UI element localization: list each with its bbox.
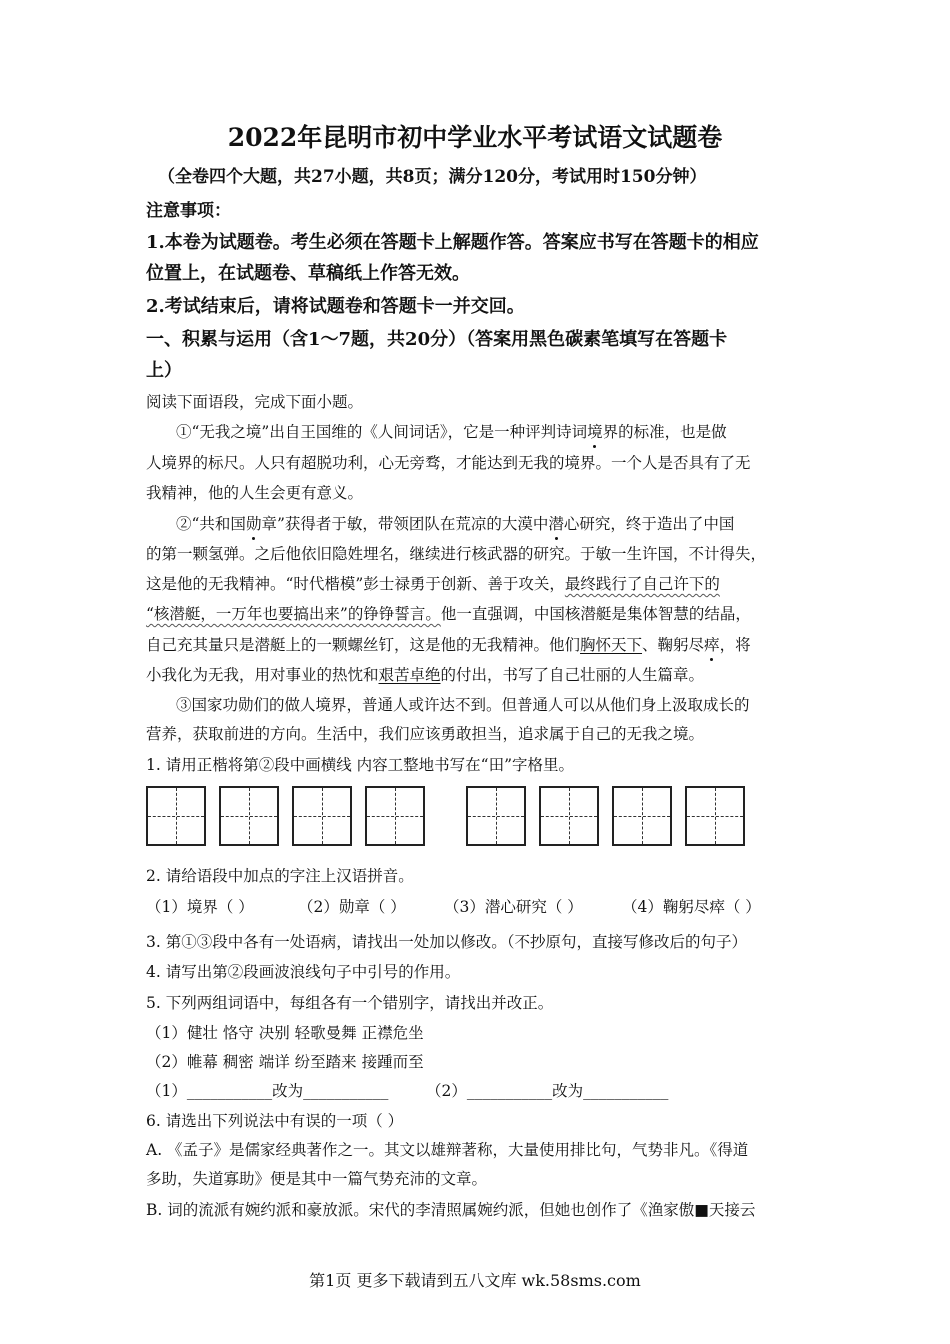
p2-text-a: ②“共和国 — [176, 515, 246, 533]
exam-subtitle: （全卷四个大题，共27小题，共8页；满分120分，考试用时150分钟） — [158, 167, 707, 187]
question-5: 5. 下列两组词语中，每组各有一个错别字，请找出并改正。 — [146, 994, 554, 1012]
p2-l5-text-c: 、鞠躬尽 — [642, 636, 705, 654]
notice-item-2: 2.考试结束后，请将试题卷和答题卡一并交回。 — [146, 296, 525, 317]
tian-grid-cell[interactable] — [146, 786, 206, 846]
question-5-group-2: （2）帷幕 稠密 端详 纷至踏来 接踵而至 — [146, 1053, 424, 1071]
notice-heading: 注意事项： — [146, 201, 231, 221]
passage-p2-line-5 — [146, 633, 751, 655]
exam-title: 2022年昆明市初中学业水平考试语文试题卷 — [227, 123, 723, 152]
section-1-heading-line-1: 一、积累与运用（含1～7题，共20分）（答案用黑色碳素笔填写在答题卡 — [146, 329, 728, 350]
p2-l5-text-a: 自己充其量只是潜艇上的一颗螺丝钉，这是他的无我精神。他们 — [146, 636, 581, 654]
question-1: 1. 请用正楷将第②段中画横线 内容工整地书写在“田”字格里。 — [146, 756, 574, 774]
question-4: 4. 请写出第②段画波浪线句子中引号的作用。 — [146, 963, 461, 981]
passage-p1-line-1 — [176, 420, 727, 442]
p2-l6-text-a: 小我化为无我，用对事业的热忱和 — [146, 666, 379, 684]
p1-text-a: ①“无我之境”出自王国维的《人间词话》，它是一种评判诗词 — [176, 423, 588, 441]
question-2-option-1: （1）境界（ ） — [146, 898, 254, 916]
question-6-option-a-line-1: A. 《孟子》是儒家经典著作之一。其文以雄辩著称，大量使用排比句，气势非凡。《得道 — [146, 1141, 749, 1159]
p2-l6-text-c: 的付出，书写了自己壮丽的人生篇章。 — [440, 666, 705, 684]
passage-p2-line-1 — [176, 512, 734, 534]
dotted-char-jing: 境 — [587, 423, 603, 441]
p1-text-c: 界的标准，也是做 — [602, 423, 727, 441]
question-6: 6. 请选出下列说法中有误的一项（ ） — [146, 1112, 404, 1130]
tian-grid-cell[interactable] — [219, 786, 279, 846]
section-1-heading-line-2: 上） — [146, 360, 182, 381]
underlined-jianKuZhuoJue: 艰苦卓绝 — [378, 666, 441, 684]
p2-l5-text-e: ，将 — [719, 636, 751, 654]
tian-grid-cell[interactable] — [292, 786, 352, 846]
page-footer: 第1页 更多下载请到五八文库 wk.58sms.com — [309, 1271, 641, 1290]
question-2-option-2: （2）勋章（ ） — [298, 898, 406, 916]
p2-text-c: 章”获得者于敏，带领团队在荒凉的大漠中 — [261, 515, 549, 533]
tian-grid-cell[interactable] — [365, 786, 425, 846]
passage-p1-line-2: 人境界的标尺。人只有超脱功利，心无旁骛，才能达到无我的境界。一个人是否具有了无 — [146, 454, 751, 472]
tian-grid-cell[interactable] — [685, 786, 745, 846]
dotted-char-qian: 潜 — [548, 515, 564, 533]
wavy-underlined-sentence-part-2: “核潜艇，一万年也要搞出来”的铮铮誓言。 — [146, 605, 441, 623]
question-3: 3. 第①③段中各有一处语病，请找出一处加以修改。（不抄原句，直接写修改后的句子） — [146, 933, 747, 951]
tian-grid-cell[interactable] — [466, 786, 526, 846]
passage-p3-line-1: ③国家功勋们的做人境界，普通人或许达不到。但普通人可以从他们身上汲取成长的 — [176, 696, 750, 714]
dotted-char-cui: 瘁 — [704, 636, 720, 654]
question-5-answer-2[interactable]: （2）___________改为___________ — [426, 1082, 669, 1100]
question-2-option-3: （3）潜心研究（ ） — [444, 898, 583, 916]
tian-grid-cell[interactable] — [612, 786, 672, 846]
notice-item-1-line-2: 位置上，在试题卷、草稿纸上作答无效。 — [146, 263, 470, 284]
passage-intro: 阅读下面语段，完成下面小题。 — [146, 393, 364, 411]
notice-item-1-line-1: 1.本卷为试题卷。考生必须在答题卡上解题作答。答案应书写在答题卡的相应 — [146, 232, 759, 253]
passage-p3-line-2: 营养，获取前进的方向。生活中，我们应该勇敢担当，追求属于自己的无我之境。 — [146, 725, 705, 743]
question-2: 2. 请给语段中加点的字注上汉语拼音。 — [146, 867, 414, 885]
passage-p2-line-3 — [146, 572, 720, 594]
p2-text-e: 心研究，终于造出了中国 — [563, 515, 735, 533]
question-6-option-a-line-2: 多助，失道寡助》便是其中一篇气势充沛的文章。 — [146, 1170, 488, 1188]
p2-l3-text: 这是他的无我精神。“时代楷模”彭士禄勇于创新、善于攻关， — [146, 575, 565, 593]
passage-p2-line-6 — [146, 663, 704, 685]
passage-p2-line-2: 的第一颗氢弹。之后他依旧隐姓埋名，继续进行核武器的研究。于敏一生许国，不计得失， — [146, 545, 767, 563]
question-5-answer-1[interactable]: （1）___________改为___________ — [146, 1082, 389, 1100]
passage-p1-line-3: 我精神，他的人生会更有意义。 — [146, 484, 364, 502]
question-2-option-4: （4）鞠躬尽瘁（ ） — [622, 898, 761, 916]
question-6-option-b-line-1: B. 词的流派有婉约派和豪放派。宋代的李清照属婉约派，但她也创作了《渔家傲■天接云 — [146, 1201, 756, 1219]
p2-l4-text: 他一直强调，中国核潜艇是集体智慧的结晶， — [440, 605, 751, 623]
passage-p2-line-4 — [146, 602, 751, 624]
wavy-underlined-sentence-part-1: 最终践行了自己许下的 — [564, 575, 720, 593]
question-5-group-1: （1）健壮 恪守 决别 轻歌曼舞 正襟危坐 — [146, 1024, 424, 1042]
tian-grid-cell[interactable] — [539, 786, 599, 846]
underlined-xiongHuaiTianXia: 胸怀天下 — [580, 636, 643, 654]
dotted-char-xun: 勋 — [245, 515, 262, 533]
